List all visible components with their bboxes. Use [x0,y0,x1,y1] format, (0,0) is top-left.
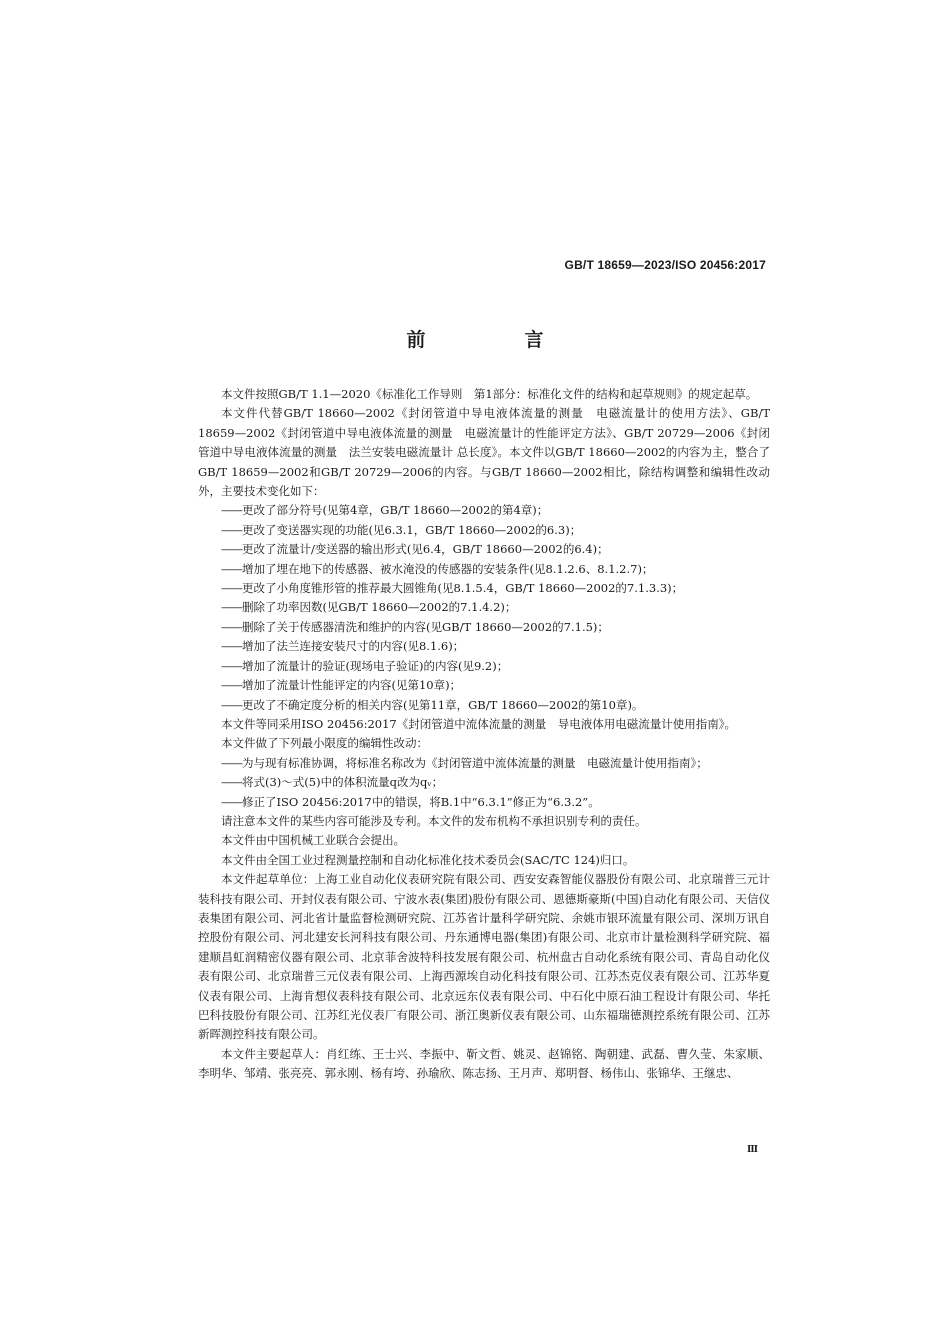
paragraph-drafting-units: 本文件起草单位：上海工业自动化仪表研究院有限公司、西安安森智能仪器股份有限公司、北京瑞普三元计装科技有限公司、开封仪表有限公司、宁波水表(集团)股份有限公司、恩德斯豪斯(中国)自动化有限公司、天信仪表集团有限公司、河北省计量监督检测研究院、江苏省计量科学研究院、余姚市银环流量有限公司、深圳万讯自控股份有限公司、河北建安长河科技有限公司、丹东通博电器(集团)有限公司、北京市计量检测科学研究院、福建顺昌虹润精密仪器有限公司、北京菲舍波特科技发展有限公司、杭州盘古自动化系统有限公司、青岛自动化仪表有限公司、北京瑞普三元仪表有限公司、上海西源埃自动化科技有限公司、江苏杰克仪表有限公司、江苏华夏仪表有限公司、上海肯想仪表科技有限公司、北京远东仪表有限公司、中石化中原石油工程设计有限公司、华托巴科技股份有限公司、江苏红光仪表厂有限公司、浙江奥新仪表有限公司、山东福瑞德测控系统有限公司、江苏新晖测控科技有限公司。 [198,872,770,1042]
list-item-change: —— 更改了流量计/变送器的输出形式(见6.4，GB/T 18660—2002的6.4)； [198,540,770,559]
page-number: Ⅲ [747,1145,758,1155]
list-item-edit: —— 将式(3)～式(5)中的体积流量q改为qᵥ； [198,773,770,792]
list-item-change: —— 增加了法兰连接安装尺寸的内容(见8.1.6)； [198,637,770,656]
list-item-change: —— 删除了关于传感器清洗和维护的内容(见GB/T 18660—2002的7.1.5)； [198,618,770,637]
paragraph-editorial-intro: 本文件做了下列最小限度的编辑性改动： [221,736,428,751]
list-item-change: —— 更改了变送器实现的功能(见6.3.1，GB/T 18660—2002的6.3)； [198,521,770,540]
paragraph-proposer: 本文件由中国机械工业联合会提出。 [221,833,405,848]
paragraph-replacement: 本文件代替GB/T 18660—2002《封闭管道中导电液体流量的测量 电磁流量计的使用方法》、GB/T 18659—2002《封闭管道中导电液体流量的测量 电磁流量计的性能评定方法》、GB/T 20729—2006《封闭管道中导电液体流量的测量 法兰安装电磁流量计 总长度》。本文件以GB/T 18660—2002的内容为主，整合了GB/T 18659—2002和GB/T 20729—2006的内容。与GB/T 18660—2002相比，除结构调整和编辑性改动外，主要技术变化如下： [198,406,770,499]
list-item-change: —— 增加了流量计的验证(现场电子验证)的内容(见9.2)； [198,657,770,676]
paragraph-iso-adoption: 本文件等同采用ISO 20456:2017《封闭管道中流体流量的测量 导电液体用电磁流量计使用指南》。 [221,716,736,731]
document-body [198,385,770,1084]
standard-code-header: GB/T 18659—2023/ISO 20456:2017 [564,258,766,272]
paragraph-drafting-rules: 本文件按照GB/T 1.1—2020《标准化工作导则 第1部分：标准化文件的结构和起草规则》的规定起草。 [221,387,758,401]
paragraph-drafters: 本文件主要起草人：肖红练、王士兴、李振中、靳文哲、姚灵、赵锦铭、陶朝建、武磊、曹久莹、朱家顺、李明华、邹靖、张亮亮、郭永刚、杨有垮、孙瑜欣、陈志扬、王月声、郑明督、杨伟山、张锦华、王继忠、 [198,1046,770,1081]
page-title: 前 言 [406,329,584,351]
list-item-change: —— 删除了功率因数(见GB/T 18660—2002的7.1.4.2)； [198,598,770,617]
list-item-edit: —— 为与现有标准协调，将标准名称改为《封闭管道中流体流量的测量 电磁流量计使用指南》； [198,754,770,773]
list-item-change: —— 增加了流量计性能评定的内容(见第10章)； [198,676,770,695]
paragraph-committee: 本文件由全国工业过程测量控制和自动化标准化技术委员会(SAC/TC 124)归口。 [221,852,635,867]
list-item-change: —— 更改了不确定度分析的相关内容(见第11章，GB/T 18660—2002的第10章)。 [198,696,770,715]
list-item-edit: —— 修正了ISO 20456:2017中的错误，将B.1中“6.3.1”修正为“6.3.2”。 [198,793,770,812]
list-item-change: —— 增加了埋在地下的传感器、被水淹没的传感器的安装条件(见8.1.2.6、8.1.2.7)； [198,560,770,579]
paragraph-patent-notice: 请注意本文件的某些内容可能涉及专利。本文件的发布机构不承担识别专利的责任。 [221,813,647,828]
list-item-change: —— 更改了小角度锥形管的推荐最大圆锥角(见8.1.5.4，GB/T 18660—2002的7.1.3.3)； [198,579,770,598]
list-item-change: —— 更改了部分符号(见第4章，GB/T 18660—2002的第4章)； [198,501,770,520]
